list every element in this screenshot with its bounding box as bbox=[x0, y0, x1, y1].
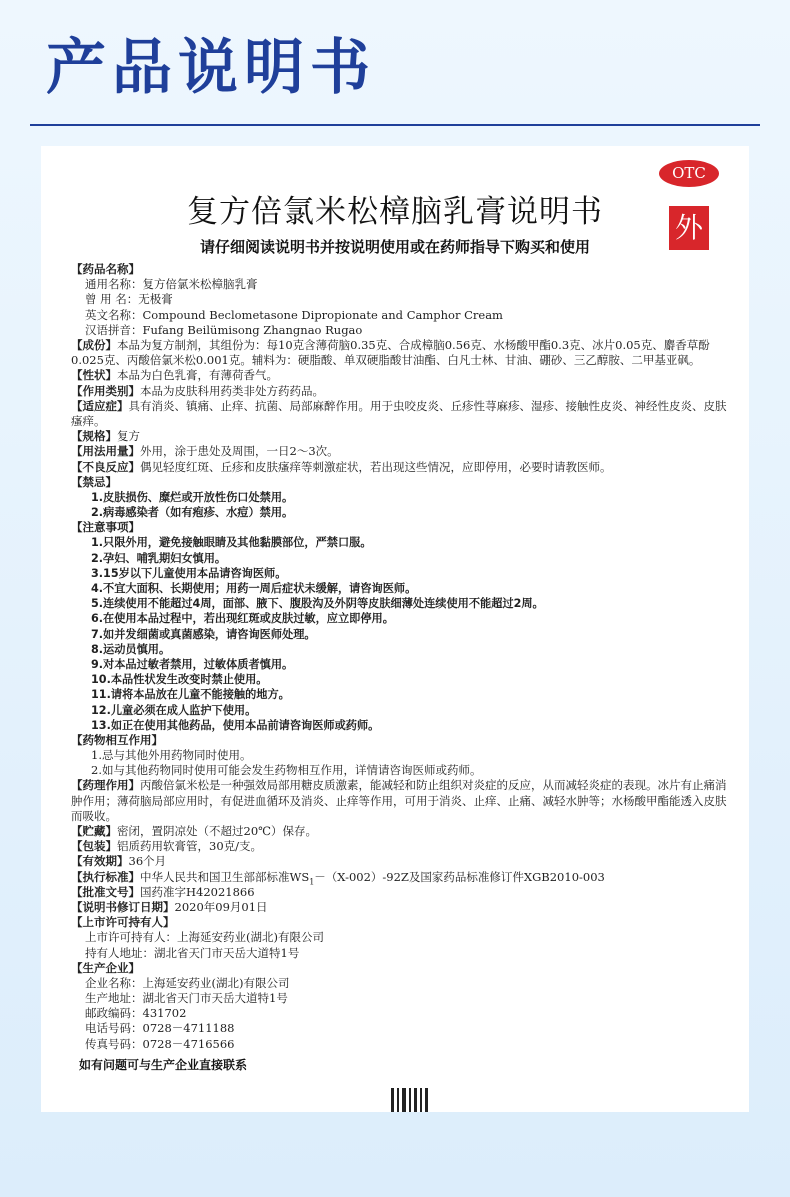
section-heading: 【药理作用】 bbox=[71, 778, 140, 793]
holder-name: 上市许可持有人：上海延安药业(湖北)有限公司 bbox=[85, 930, 324, 945]
list-item: 1.皮肤损伤、糜烂或开放性伤口处禁用。 bbox=[91, 490, 294, 504]
section-heading: 【性状】 bbox=[71, 368, 117, 383]
list-item: 2.如与其他药物同时使用可能会发生药物相互作用，详情请咨询医师或药师。 bbox=[91, 763, 482, 778]
composition-text: 本品为复方制剂，其组份为：每10克含薄荷脑0.35克、合成樟脑0.56克、水杨酸甲酯0.3克、冰片0.05克、麝香草酚0.025克、丙酸倍氯米松0.001克。辅料为：硬脂酸、单双硬脂酸甘油酯、白凡士林、甘油、硼砂、三乙醇胺、二甲基亚砜。 bbox=[71, 337, 710, 368]
properties-text: 本品为白色乳膏，有薄荷香气。 bbox=[117, 368, 278, 383]
contact-note: 如有问题可与生产企业直接联系 bbox=[79, 1058, 248, 1072]
document-subtitle: 请仔细阅读说明书并按说明使用或在药师指导下购买和使用 bbox=[199, 238, 590, 256]
english-name: 英文名称：Compound Beclometasone Dipropionate and Camphor Cream bbox=[85, 307, 503, 322]
pharmacology-text: 丙酸倍氯米松是一种强效局部用糖皮质激素，能减轻和防止组织对炎症的反应，从而减轻炎症的表现。冰片有止痛消肿作用；薄荷脑局部应用时，有促进血循环及消炎、止痒等作用，可用于消炎、止痒、止痛、减轻水肿等；水杨酸甲酯能透入皮肤而吸收。 bbox=[71, 778, 727, 823]
list-item: 11.请将本品放在儿童不能接触的地方。 bbox=[91, 688, 290, 702]
standard-text: 中华人民共和国卫生部部标准WS bbox=[140, 869, 310, 884]
list-item: 5.连续使用不能超过4周，面部、腋下、腹股沟及外阴等皮肤细薄处连续使用不能超过2周。 bbox=[91, 597, 544, 611]
list-item: 9.对本品过敏者禁用，过敏体质者慎用。 bbox=[91, 657, 294, 671]
validity-text: 36个月 bbox=[128, 854, 167, 869]
section-heading: 【药物相互作用】 bbox=[71, 732, 163, 747]
section-heading: 【批准文号】 bbox=[71, 884, 140, 899]
indications-text: 具有消炎、镇痛、止痒、抗菌、局部麻醉作用。用于虫咬皮炎、丘疹性荨麻疹、湿疹、接触性皮炎、神经性皮炎、皮肤瘙痒。 bbox=[71, 398, 727, 428]
section-heading: 【作用类别】 bbox=[71, 383, 140, 398]
section-heading: 【成份】 bbox=[71, 337, 117, 352]
storage-section bbox=[71, 824, 727, 839]
section-heading: 【禁忌】 bbox=[71, 474, 117, 489]
spec-section bbox=[71, 429, 727, 444]
external-use-badge: 外 bbox=[669, 206, 709, 250]
pinyin-name: 汉语拼音：Fufang Beilümisong Zhangnao Rugao bbox=[85, 322, 363, 337]
list-item: 10.本品性状发生改变时禁止使用。 bbox=[91, 673, 268, 687]
maker-name: 企业名称：上海延安药业(湖北)有限公司 bbox=[85, 975, 290, 990]
approval-section bbox=[71, 885, 727, 900]
section-heading: 【贮藏】 bbox=[71, 824, 117, 839]
category-text: 本品为皮肤科用药类非处方药药品。 bbox=[140, 383, 324, 398]
list-item: 1.只限外用，避免接触眼睛及其他黏膜部位，严禁口服。 bbox=[91, 536, 372, 550]
section-heading: 【不良反应】 bbox=[71, 459, 140, 474]
section-heading: 【生产企业】 bbox=[71, 960, 140, 975]
list-item: 12.儿童必须在成人监护下使用。 bbox=[91, 703, 257, 717]
revision-text: 2020年09月01日 bbox=[174, 899, 268, 914]
maker-phone: 电话号码：0728－4711188 bbox=[85, 1021, 235, 1036]
adverse-text: 偶见轻度红斑、丘疹和皮肤瘙痒等刺激症状，若出现这些情况，应即停用，必要时请教医师。 bbox=[140, 459, 612, 474]
section-heading: 【规格】 bbox=[71, 429, 117, 444]
instruction-sheet bbox=[41, 146, 749, 1112]
document-body bbox=[71, 262, 727, 1052]
section-heading: 【执行标准】 bbox=[71, 869, 140, 884]
list-item: 3.15岁以下儿童使用本品请咨询医师。 bbox=[91, 566, 287, 580]
section-heading: 【适应症】 bbox=[71, 398, 129, 413]
package-section bbox=[71, 839, 727, 854]
section-heading: 【上市许可持有人】 bbox=[71, 915, 175, 930]
former-name: 曾 用 名：无极膏 bbox=[85, 292, 173, 307]
category-section bbox=[71, 384, 727, 399]
section-heading: 【有效期】 bbox=[71, 854, 129, 869]
list-item: 8.运动员慎用。 bbox=[91, 642, 171, 656]
list-item: 2.病毒感染者（如有疱疹、水痘）禁用。 bbox=[91, 506, 294, 520]
maker-zip: 邮政编码：431702 bbox=[85, 1006, 187, 1021]
maker-address: 生产地址：湖北省天门市天岳大道特1号 bbox=[85, 991, 288, 1006]
section-heading: 【包装】 bbox=[71, 839, 117, 854]
document-title: 复方倍氯米松樟脑乳膏说明书 bbox=[187, 194, 603, 230]
standard-text-rest: －（X-002）-92Z及国家药品标准修订件XGB2010-003 bbox=[314, 869, 605, 884]
revision-section bbox=[71, 900, 727, 915]
section-heading: 【注意事项】 bbox=[71, 520, 140, 535]
adverse-section bbox=[71, 460, 727, 475]
list-item: 6.在使用本品过程中，若出现红斑或皮肤过敏，应立即停用。 bbox=[91, 612, 394, 626]
composition-section bbox=[71, 338, 727, 368]
holder-address: 持有人地址：湖北省天门市天岳大道特1号 bbox=[85, 945, 300, 960]
list-item: 2.孕妇、哺乳期妇女慎用。 bbox=[91, 551, 227, 565]
package-text: 铝质药用软膏管，30克/支。 bbox=[117, 839, 263, 854]
list-item: 13.如正在使用其他药品，使用本品前请咨询医师或药师。 bbox=[91, 718, 380, 732]
banner-title: 产品说明书 bbox=[46, 33, 376, 103]
validity-section bbox=[71, 854, 727, 869]
maker-fax: 传真号码：0728－4716566 bbox=[85, 1036, 235, 1051]
pharmacology-section bbox=[71, 778, 727, 824]
usage-text: 外用，涂于患处及周围，一日2～3次。 bbox=[140, 444, 339, 459]
approval-text: 国药准字H42021866 bbox=[140, 884, 255, 899]
standard-section bbox=[71, 870, 727, 885]
list-item: 7.如并发细菌或真菌感染，请咨询医师处理。 bbox=[91, 627, 316, 641]
usage-section bbox=[71, 444, 727, 459]
banner-divider bbox=[30, 124, 760, 126]
properties-section bbox=[71, 368, 727, 383]
storage-text: 密闭，置阴凉处（不超过20℃）保存。 bbox=[117, 824, 317, 839]
common-name: 通用名称：复方倍氯米松樟脑乳膏 bbox=[85, 277, 258, 292]
spec-text: 复方 bbox=[117, 429, 140, 444]
indications-section bbox=[71, 399, 727, 429]
list-item: 4.不宜大面积、长期使用；用药一周后症状未缓解，请咨询医师。 bbox=[91, 582, 417, 595]
section-heading: 【说明书修订日期】 bbox=[71, 899, 175, 914]
otc-badge: OTC bbox=[659, 160, 719, 187]
section-heading: 【药品名称】 bbox=[71, 262, 140, 276]
section-heading: 【用法用量】 bbox=[71, 444, 140, 459]
list-item: 1.忌与其他外用药物同时使用。 bbox=[91, 748, 252, 763]
standard-subscript: 1 bbox=[309, 876, 315, 885]
barcode-icon bbox=[391, 1088, 431, 1112]
